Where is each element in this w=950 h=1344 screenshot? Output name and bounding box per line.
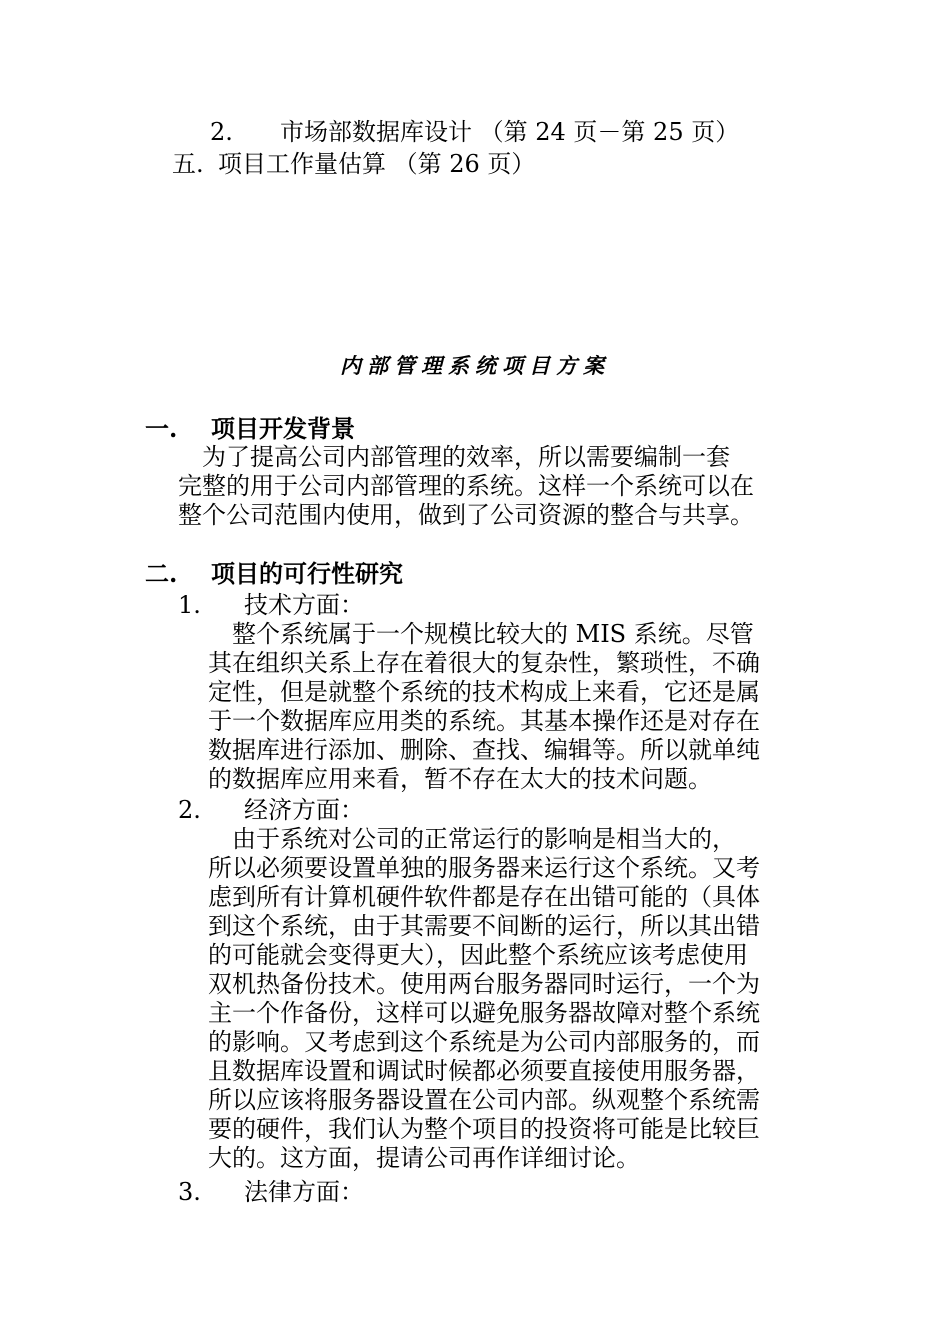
document-title: 内部管理系统项目方案 <box>340 353 610 378</box>
paragraph-line: 虑到所有计算机硬件软件都是存在出错可能的（具体 <box>208 883 760 911</box>
subsection-title: 技术方面： <box>244 591 364 619</box>
section-number: 二. <box>145 559 178 588</box>
section-heading <box>145 560 403 588</box>
toc-item-2 <box>210 118 739 146</box>
toc-item-number: 五. <box>172 150 204 178</box>
paragraph-line: 于一个数据库应用类的系统。其基本操作还是对存在 <box>208 707 760 735</box>
paragraph-line: 其在组织关系上存在着很大的复杂性，繁琐性，不确 <box>208 649 760 677</box>
section-heading <box>145 415 355 443</box>
paragraph-line: 的影响。又考虑到这个系统是为公司内部服务的，而 <box>208 1028 760 1056</box>
paragraph-line: 所以必须要设置单独的服务器来运行这个系统。又考 <box>208 854 760 882</box>
paragraph-line: 且数据库设置和调试时候都必须要直接使用服务器， <box>208 1057 760 1085</box>
paragraph-line: 完整的用于公司内部管理的系统。这样一个系统可以在 <box>178 472 754 500</box>
subsection-heading <box>178 591 364 619</box>
subsection-body <box>208 825 808 1173</box>
section-title: 项目的可行性研究 <box>211 559 403 588</box>
paragraph-line: 要的硬件，我们认为整个项目的投资将可能是比较巨 <box>208 1115 760 1143</box>
subsection-body <box>208 620 808 794</box>
section-title: 项目开发背景 <box>211 414 355 443</box>
toc-item-number: 2. <box>210 118 233 146</box>
paragraph-line: 双机热备份技术。使用两台服务器同时运行，一个为 <box>208 970 760 998</box>
subsection-number: 1. <box>178 591 201 619</box>
toc-item-5 <box>172 150 535 178</box>
toc-item-text: 项目工作量估算 （第 26 页） <box>218 150 536 178</box>
paragraph-line: 所以应该将服务器设置在公司内部。纵观整个系统需 <box>208 1086 760 1114</box>
paragraph-line: 由于系统对公司的正常运行的影响是相当大的， <box>208 825 736 853</box>
paragraph-line: 到这个系统，由于其需要不间断的运行，所以其出错 <box>208 912 760 940</box>
subsection-heading <box>178 796 364 824</box>
paragraph-line: 数据库进行添加、删除、查找、编辑等。所以就单纯 <box>208 736 760 764</box>
subsection-title: 经济方面： <box>244 796 364 824</box>
paragraph-line: 为了提高公司内部管理的效率，所以需要编制一套 <box>178 443 730 471</box>
paragraph-line: 大的。这方面，提请公司再作详细讨论。 <box>208 1144 640 1172</box>
subsection-heading <box>178 1178 364 1206</box>
paragraph-line: 整个公司范围内使用，做到了公司资源的整合与共享。 <box>178 501 754 529</box>
paragraph-line: 定性，但是就整个系统的技术构成上来看，它还是属 <box>208 678 760 706</box>
section-body <box>178 443 808 530</box>
subsection-number: 3. <box>178 1178 201 1206</box>
paragraph-line: 整个系统属于一个规模比较大的 MIS 系统。尽管 <box>208 620 754 648</box>
section-number: 一. <box>145 414 178 443</box>
paragraph-line: 的可能就会变得更大），因此整个系统应该考虑使用 <box>208 941 748 969</box>
subsection-title: 法律方面： <box>244 1178 364 1206</box>
paragraph-line: 的数据库应用来看，暂不存在太大的技术问题。 <box>208 765 712 793</box>
subsection-number: 2. <box>178 796 201 824</box>
paragraph-line: 主一个作备份，这样可以避免服务器故障对整个系统 <box>208 999 760 1027</box>
toc-item-text: 市场部数据库设计 （第 24 页－第 25 页） <box>280 118 740 146</box>
